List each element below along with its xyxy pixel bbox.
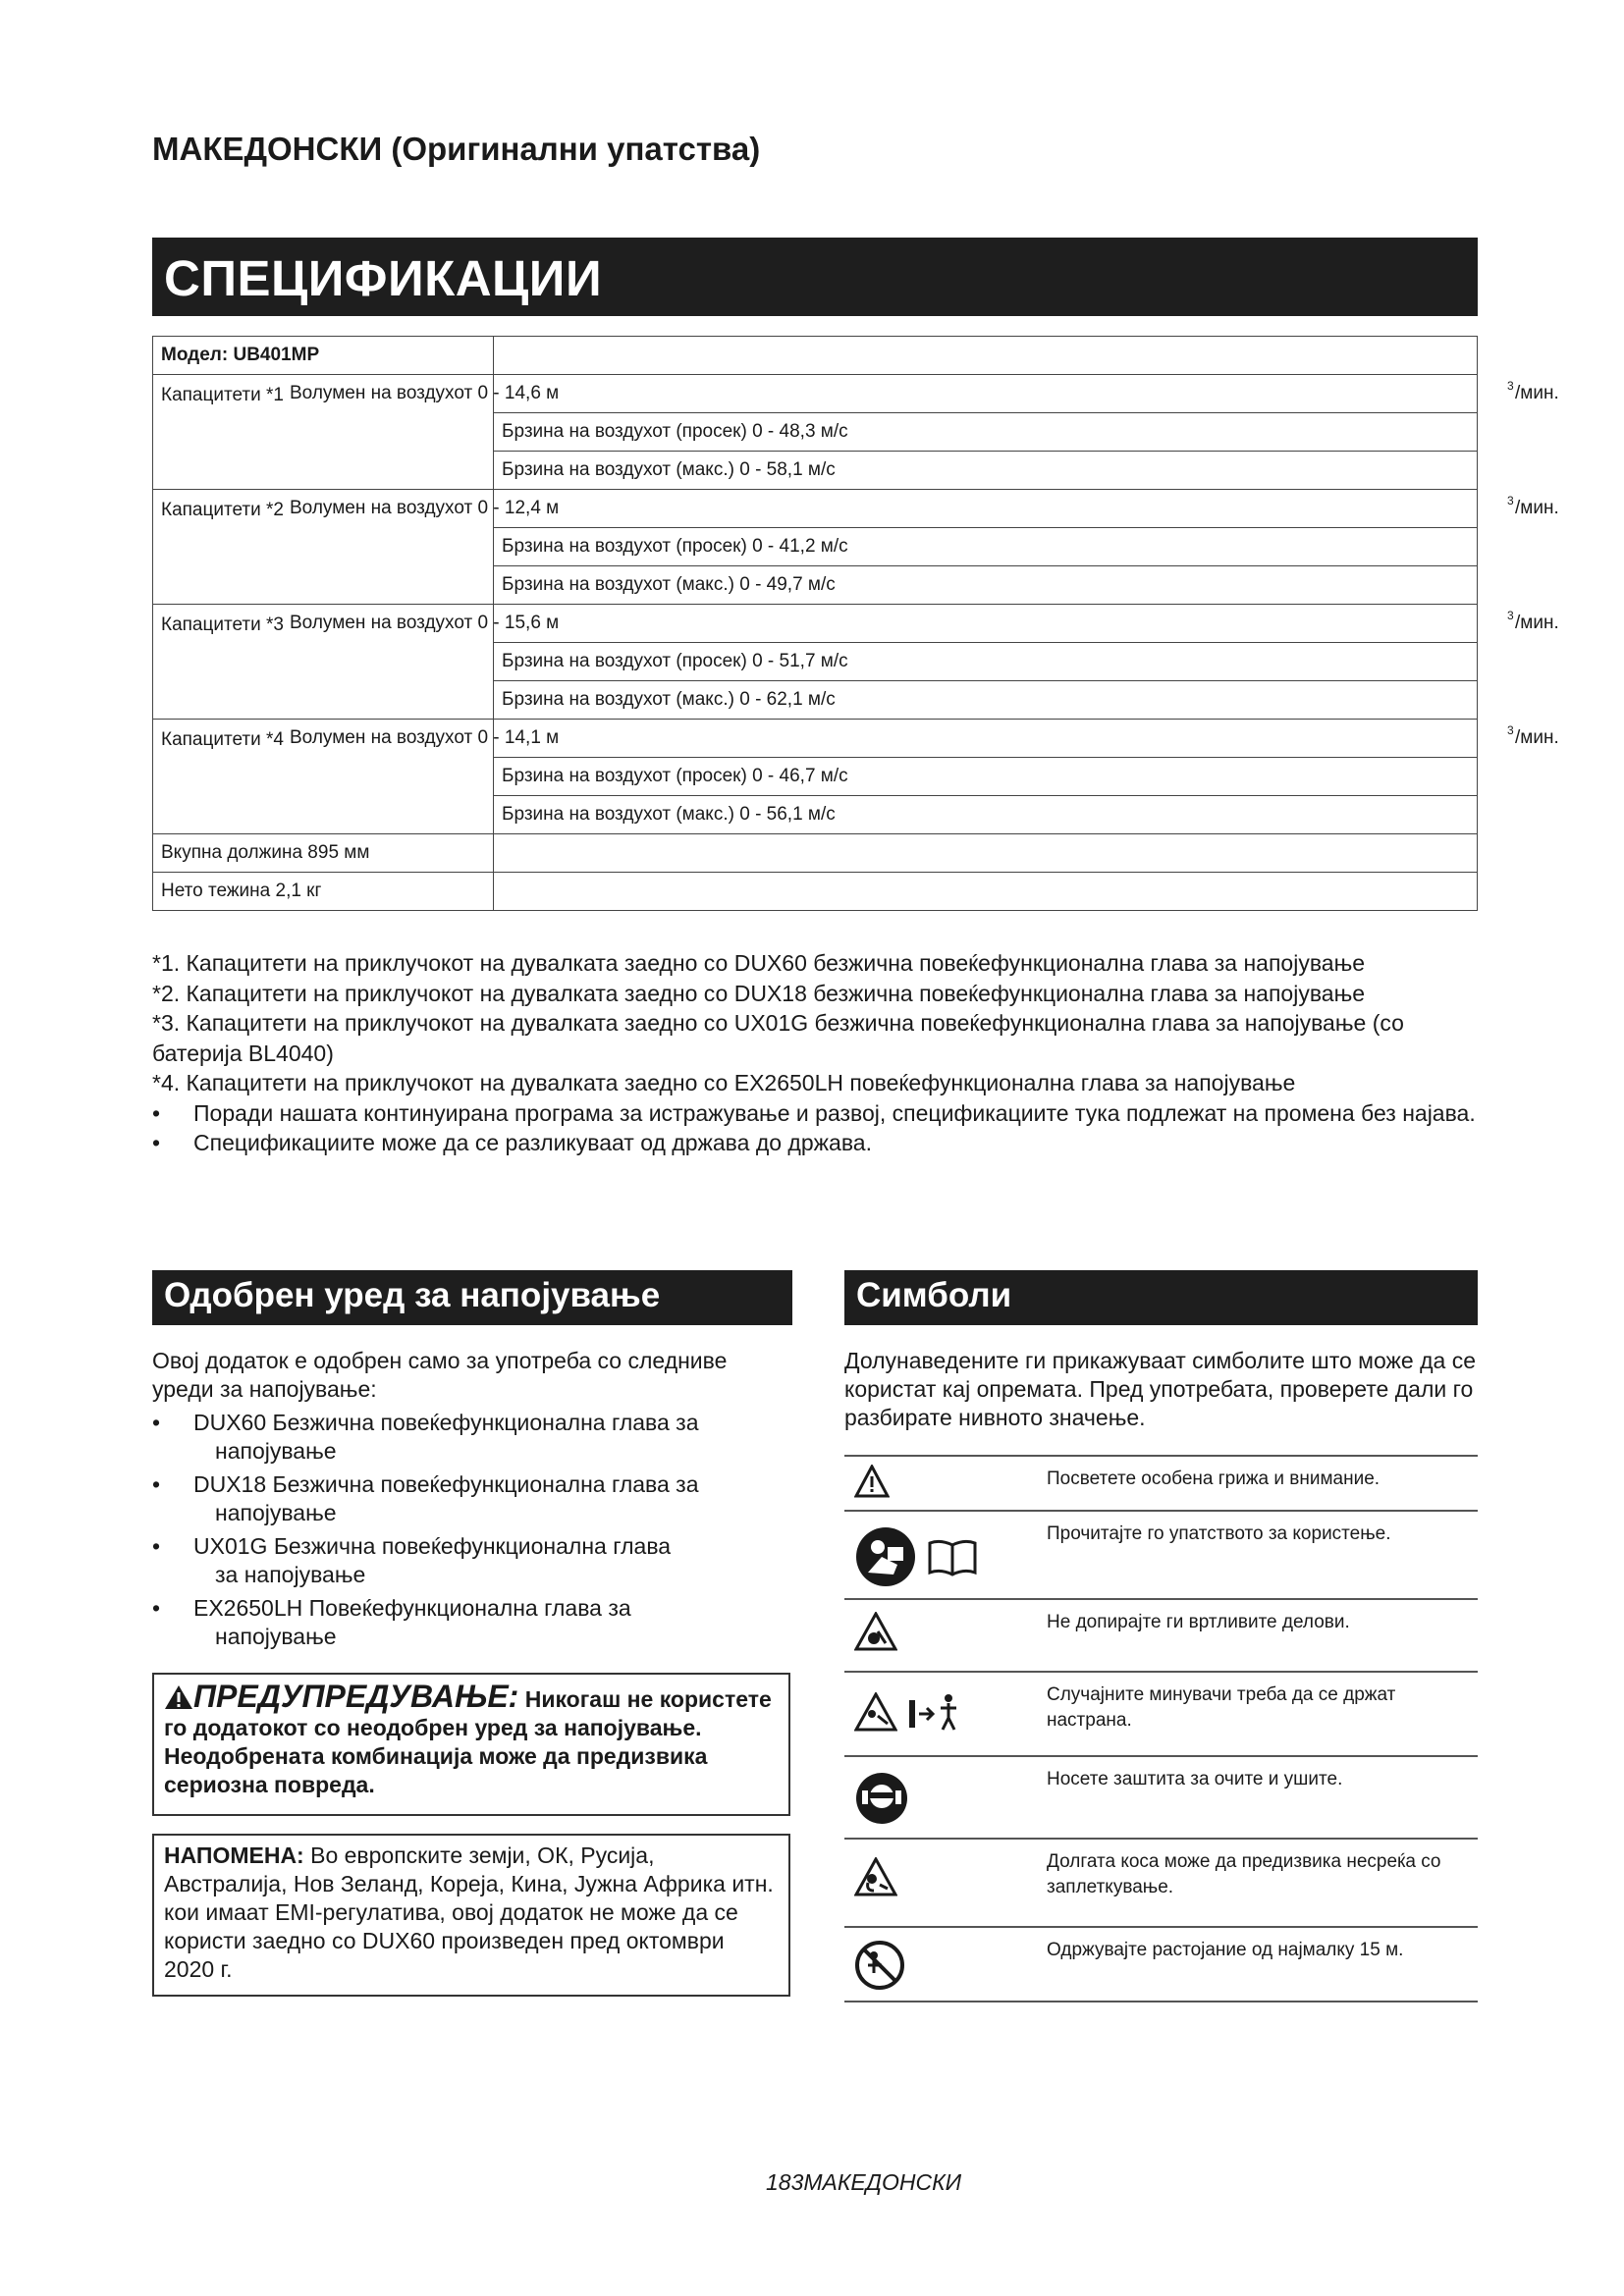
superscript: 3 — [1507, 379, 1514, 393]
device-name-cont: за напојување — [215, 1562, 366, 1587]
list-item — [152, 1532, 790, 1589]
table-row — [844, 1673, 1478, 1757]
air-volume: Волумен на воздухот 0 - 12,4 м — [290, 498, 560, 518]
note-box — [152, 1834, 790, 1997]
read-manual-icon — [854, 1525, 917, 1588]
symbol-text: Долгата коса може да предизвика несреќа со заплеткување. — [1047, 1851, 1441, 1897]
spec-bullet-text: Спецификациите може да се разликуваат од држава до држава. — [193, 1130, 872, 1155]
table-row — [844, 1840, 1478, 1928]
footnote: *3. Капацитети на приклучокот на дувалката заедно со UX01G безжична повеќефункционална глава за напојување (со батерија BL4040) — [152, 1010, 1404, 1066]
footnote: *4. Капацитети на приклучокот на дувалката заедно со EX2650LH повеќефункционална глава за напојување — [152, 1070, 1296, 1095]
capacity-label: Капацитети *2 — [161, 500, 284, 520]
volume-unit: /мин. — [1515, 727, 1559, 748]
device-name-cont: напојување — [215, 1500, 337, 1525]
air-volume: Волумен на воздухот 0 - 15,6 м — [290, 613, 560, 633]
device-name-cont: напојување — [215, 1624, 337, 1649]
page-footer: 183МАКЕДОНСКИ — [766, 2169, 962, 2195]
symbol-text: Посветете особена грижа и внимание. — [1047, 1468, 1380, 1489]
capacity-label: Капацитети *4 — [161, 729, 284, 750]
spec-bullet-text: Поради нашата континуирана програма за истражување и развој, спецификациите тука подлежат на промена без најава. — [193, 1099, 1476, 1126]
table-row — [844, 1600, 1478, 1673]
air-speed-max: Брзина на воздухот (макс.) 0 - 56,1 м/с — [502, 804, 836, 825]
list-item — [152, 1098, 1478, 1129]
symbol-text: Случајните минувачи треба да се држат настрана. — [1047, 1684, 1396, 1731]
eye-ear-protection-icon — [854, 1771, 909, 1826]
specifications-banner: СПЕЦИФИКАЦИИ — [152, 238, 1478, 316]
table-row — [153, 720, 1478, 758]
approved-intro: Овој додаток е одобрен само за употреба со следниве уреди за напојување: — [152, 1348, 728, 1402]
bullet-dot: • — [152, 1533, 161, 1559]
superscript: 3 — [1507, 723, 1514, 737]
symbols-table — [844, 1455, 1478, 2002]
list-item — [152, 1409, 790, 1466]
manual-book-icon — [927, 1537, 978, 1576]
spec-notes — [152, 948, 1478, 1158]
empty-cell — [494, 873, 1478, 911]
warning-text: Никогаш не користете го додатокот со неодобрен уред за напојување. Неодобрената комбинација може да предизвика сериозна повреда. — [164, 1686, 772, 1797]
table-row — [153, 490, 1478, 528]
device-name: DUX18 Безжична повеќефункционална глава за — [193, 1471, 699, 1497]
table-row — [153, 834, 1478, 873]
table-row — [844, 1512, 1478, 1600]
air-speed-max: Брзина на воздухот (макс.) 0 - 49,7 м/с — [502, 574, 836, 595]
bullet-dot: • — [152, 1595, 161, 1621]
volume-unit: /мин. — [1515, 613, 1559, 633]
air-volume: Волумен на воздухот 0 - 14,1 м — [290, 727, 560, 748]
bystanders-warning-icon — [854, 1692, 897, 1732]
device-name-cont: напојување — [215, 1438, 337, 1464]
symbols-intro: Долунаведените ги прикажуваат симболите што може да се користат кај опремата. Пред употребата, проверете дали го разбирате нивното значење. — [844, 1348, 1476, 1430]
footnote: *1. Капацитети на приклучокот на дувалката заедно со DUX60 безжична повеќефункционална глава за напојување — [152, 950, 1366, 976]
warning-triangle-icon — [854, 1465, 890, 1498]
empty-cell — [494, 834, 1478, 873]
net-weight: Нето тежина 2,1 кг — [153, 873, 494, 911]
device-name: DUX60 Безжична повеќефункционална глава за — [193, 1410, 699, 1435]
language-title: МАКЕДОНСКИ (Оригинални упатства) — [152, 131, 761, 167]
list-item — [152, 1470, 790, 1527]
bullet-dot: • — [152, 1099, 161, 1126]
symbols-intro-block — [844, 1347, 1483, 1432]
note-text: Во европските земји, ОК, Русија, Австралија, Нов Зеланд, Кореја, Кина, Јужна Африка итн. кои имаат EMI-регулатива, овој додаток не може да се користи заедно со DUX60 произведен пред октомври 2020 г. — [164, 1842, 774, 1982]
device-name: UX01G Безжична повеќефункционална глава — [193, 1533, 672, 1559]
superscript: 3 — [1507, 609, 1514, 622]
symbol-text: Прочитајте го упатството за користење. — [1047, 1523, 1391, 1544]
table-row — [153, 375, 1478, 413]
capacity-label: Капацитети *3 — [161, 614, 284, 635]
warning-box — [152, 1673, 790, 1816]
bullet-dot: • — [152, 1471, 161, 1497]
air-speed-average: Брзина на воздухот (просек) 0 - 48,3 м/с — [502, 421, 848, 442]
overall-length: Вкупна должина 895 мм — [153, 834, 494, 873]
symbol-text: Носете заштита за очите и ушите. — [1047, 1769, 1343, 1789]
table-row — [153, 873, 1478, 911]
air-volume: Волумен на воздухот 0 - 14,6 м — [290, 383, 560, 403]
volume-unit: /мин. — [1515, 498, 1559, 518]
table-row — [153, 605, 1478, 643]
table-row — [844, 1928, 1478, 2002]
capacity-label: Капацитети *1 — [161, 385, 284, 405]
warning-triangle-icon — [164, 1684, 193, 1710]
approved-device-banner: Одобрен уред за напојување — [152, 1270, 792, 1325]
specifications-table — [152, 336, 1559, 911]
symbol-text: Одржувајте растојание од најмалку 15 м. — [1047, 1940, 1404, 1960]
symbols-banner: Симболи — [844, 1270, 1478, 1325]
bullet-dot: • — [152, 1410, 161, 1435]
air-speed-average: Брзина на воздухот (просек) 0 - 51,7 м/с — [502, 651, 848, 671]
long-hair-warning-icon — [854, 1857, 897, 1896]
model-cell: Модел: UB401MP — [153, 337, 494, 375]
keep-bystanders-away-icon — [907, 1692, 966, 1732]
rotating-parts-warning-icon — [854, 1612, 897, 1651]
air-speed-average: Брзина на воздухот (просек) 0 - 41,2 м/с — [502, 536, 848, 557]
table-row — [153, 337, 1478, 375]
footnote: *2. Капацитети на приклучокот на дувалката заедно со DUX18 безжична повеќефункционална глава за напојување — [152, 980, 1366, 1006]
list-item — [152, 1594, 790, 1651]
table-row — [844, 1455, 1478, 1512]
symbol-text: Не допирајте ги вртливите делови. — [1047, 1612, 1350, 1632]
bullet-dot: • — [152, 1130, 161, 1155]
superscript: 3 — [1507, 494, 1514, 507]
list-item — [152, 1128, 1478, 1158]
keep-distance-icon — [854, 1940, 905, 1991]
air-speed-max: Брзина на воздухот (макс.) 0 - 58,1 м/с — [502, 459, 836, 480]
warning-title: ПРЕДУПРЕДУВАЊЕ: — [193, 1679, 519, 1714]
empty-cell — [494, 337, 1478, 375]
device-name: EX2650LH Повеќефункционална глава за — [193, 1595, 631, 1621]
volume-unit: /мин. — [1515, 383, 1559, 403]
note-title: НАПОМЕНА: — [164, 1842, 304, 1868]
air-speed-average: Брзина на воздухот (просек) 0 - 46,7 м/с — [502, 766, 848, 786]
approved-device-section — [152, 1347, 790, 1651]
table-row — [844, 1757, 1478, 1840]
air-speed-max: Брзина на воздухот (макс.) 0 - 62,1 м/с — [502, 689, 836, 710]
